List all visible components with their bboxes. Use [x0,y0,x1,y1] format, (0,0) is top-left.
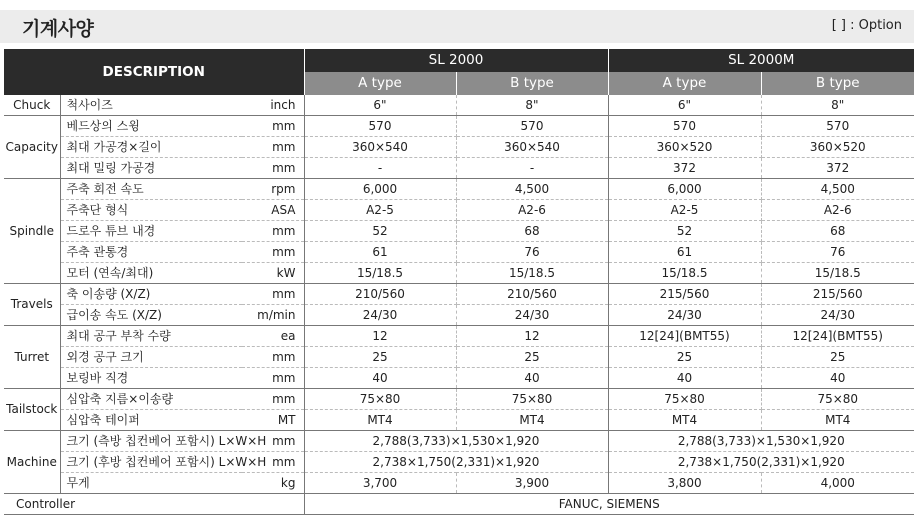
spec-item-label: 최대 가공경×길이 [60,137,242,158]
title-bar [0,10,914,43]
spec-value: 4,000 [761,473,914,494]
spec-value: 12[24](BMT55) [608,326,761,347]
table-row [4,242,914,263]
spec-value: MT4 [456,410,608,431]
spec-value: 40 [304,368,456,389]
spec-value: 61 [304,242,456,263]
spec-value: 76 [761,242,914,263]
table-row [4,368,914,389]
table-row [4,263,914,284]
spec-unit: mm [242,431,304,452]
controller-row [4,494,914,515]
group-label: Spindle [4,179,60,284]
spec-value: 360×520 [761,137,914,158]
type-header: B type [761,72,914,95]
spec-item-label: 무게 [60,473,242,494]
table-row [4,473,914,494]
spec-table [4,49,914,515]
spec-unit: mm [242,284,304,305]
spec-value: 24/30 [456,305,608,326]
spec-unit: mm [242,389,304,410]
table-row [4,158,914,179]
table-row [4,200,914,221]
table-row [4,305,914,326]
table-row [4,326,914,347]
model-header-sl2000m: SL 2000M [608,49,914,72]
spec-value: 40 [456,368,608,389]
spec-value: 372 [608,158,761,179]
controller-label: Controller [4,494,304,515]
spec-unit: kg [242,473,304,494]
spec-item-label: 심압축 지름×이송량 [60,389,242,410]
spec-unit: mm [242,221,304,242]
spec-unit: mm [242,116,304,137]
spec-value: 75×80 [304,389,456,410]
spec-value: A2-6 [761,200,914,221]
spec-item-label: 보링바 직경 [60,368,242,389]
spec-value: 68 [456,221,608,242]
spec-value: 25 [608,347,761,368]
group-label: Tailstock [4,389,60,431]
spec-value: 12[24](BMT55) [761,326,914,347]
spec-value: 24/30 [608,305,761,326]
group-label: Travels [4,284,60,326]
spec-item-label: 주축 회전 속도 [60,179,242,200]
spec-unit: kW [242,263,304,284]
spec-value: 75×80 [761,389,914,410]
option-legend: [ ] : Option [831,18,902,33]
spec-value: - [456,158,608,179]
spec-value: 360×540 [456,137,608,158]
spec-item-label: 크기 (후방 칩컨베어 포함시) L×W×H [60,452,242,473]
table-row [4,347,914,368]
type-header: B type [456,72,608,95]
spec-value: 24/30 [304,305,456,326]
spec-unit: inch [242,95,304,116]
group-label: Capacity [4,116,60,179]
spec-value: 15/18.5 [304,263,456,284]
spec-unit: ea [242,326,304,347]
spec-unit: mm [242,347,304,368]
spec-value: 8" [761,95,914,116]
spec-value: 40 [761,368,914,389]
spec-value: 4,500 [456,179,608,200]
spec-value: 76 [456,242,608,263]
spec-value: 570 [456,116,608,137]
spec-value: 570 [608,116,761,137]
table-row [4,95,914,116]
spec-value: 24/30 [761,305,914,326]
table-row [4,221,914,242]
spec-value: 2,788(3,733)×1,530×1,920 [608,431,914,452]
spec-unit: mm [242,158,304,179]
spec-value: 15/18.5 [456,263,608,284]
spec-value: 15/18.5 [761,263,914,284]
spec-value: 210/560 [304,284,456,305]
spec-value: - [304,158,456,179]
table-row [4,389,914,410]
spec-value: 12 [304,326,456,347]
group-label: Chuck [4,95,60,116]
spec-value: 25 [304,347,456,368]
spec-value: MT4 [304,410,456,431]
spec-value: 2,788(3,733)×1,530×1,920 [304,431,608,452]
spec-value: 372 [761,158,914,179]
spec-body [4,95,914,515]
spec-value: 25 [761,347,914,368]
spec-unit: mm [242,452,304,473]
spec-value: 570 [761,116,914,137]
group-label: Machine [4,431,60,494]
spec-value: A2-5 [608,200,761,221]
spec-value: 6" [608,95,761,116]
table-row [4,431,914,452]
spec-item-label: 급이송 속도 (X/Z) [60,305,242,326]
spec-value: 3,800 [608,473,761,494]
spec-value: 6" [304,95,456,116]
spec-value: 360×540 [304,137,456,158]
spec-value: A2-6 [456,200,608,221]
table-row [4,137,914,158]
spec-item-label: 주축 관통경 [60,242,242,263]
group-label: Turret [4,326,60,389]
spec-unit: mm [242,368,304,389]
spec-value: 52 [608,221,761,242]
spec-item-label: 외경 공구 크기 [60,347,242,368]
spec-value: 52 [304,221,456,242]
spec-value: 3,700 [304,473,456,494]
model-header-sl2000: SL 2000 [304,49,608,72]
spec-value: 215/560 [608,284,761,305]
spec-item-label: 척사이즈 [60,95,242,116]
controller-value: FANUC, SIEMENS [304,494,914,515]
spec-item-label: 크기 (측방 칩컨베어 포함시) L×W×H [60,431,242,452]
spec-value: 15/18.5 [608,263,761,284]
spec-value: A2-5 [304,200,456,221]
spec-unit: mm [242,242,304,263]
spec-value: 25 [456,347,608,368]
spec-unit: ASA [242,200,304,221]
table-row [4,116,914,137]
spec-unit: mm [242,137,304,158]
spec-item-label: 최대 밀링 가공경 [60,158,242,179]
spec-unit: rpm [242,179,304,200]
spec-value: MT4 [761,410,914,431]
spec-value: 40 [608,368,761,389]
spec-value: 8" [456,95,608,116]
spec-value: 3,900 [456,473,608,494]
table-row [4,179,914,200]
spec-value: 2,738×1,750(2,331)×1,920 [304,452,608,473]
spec-item-label: 드로우 튜브 내경 [60,221,242,242]
spec-value: 75×80 [456,389,608,410]
spec-unit: MT [242,410,304,431]
spec-value: 215/560 [761,284,914,305]
spec-value: 6,000 [608,179,761,200]
spec-value: 75×80 [608,389,761,410]
spec-value: 6,000 [304,179,456,200]
description-header: DESCRIPTION [4,49,304,95]
table-row [4,284,914,305]
table-row [4,452,914,473]
spec-item-label: 베드상의 스윙 [60,116,242,137]
spec-item-label: 주축단 형식 [60,200,242,221]
spec-unit: m/min [242,305,304,326]
page-title: 기계사양 [22,18,94,40]
spec-value: 61 [608,242,761,263]
type-header: A type [608,72,761,95]
spec-item-label: 모터 (연속/최대) [60,263,242,284]
spec-value: MT4 [608,410,761,431]
type-header: A type [304,72,456,95]
spec-value: 360×520 [608,137,761,158]
spec-item-label: 축 이송량 (X/Z) [60,284,242,305]
spec-value: 210/560 [456,284,608,305]
spec-item-label: 심압축 테이퍼 [60,410,242,431]
table-row [4,410,914,431]
spec-item-label: 최대 공구 부착 수량 [60,326,242,347]
spec-value: 2,738×1,750(2,331)×1,920 [608,452,914,473]
spec-value: 12 [456,326,608,347]
spec-value: 4,500 [761,179,914,200]
spec-value: 68 [761,221,914,242]
spec-value: 570 [304,116,456,137]
